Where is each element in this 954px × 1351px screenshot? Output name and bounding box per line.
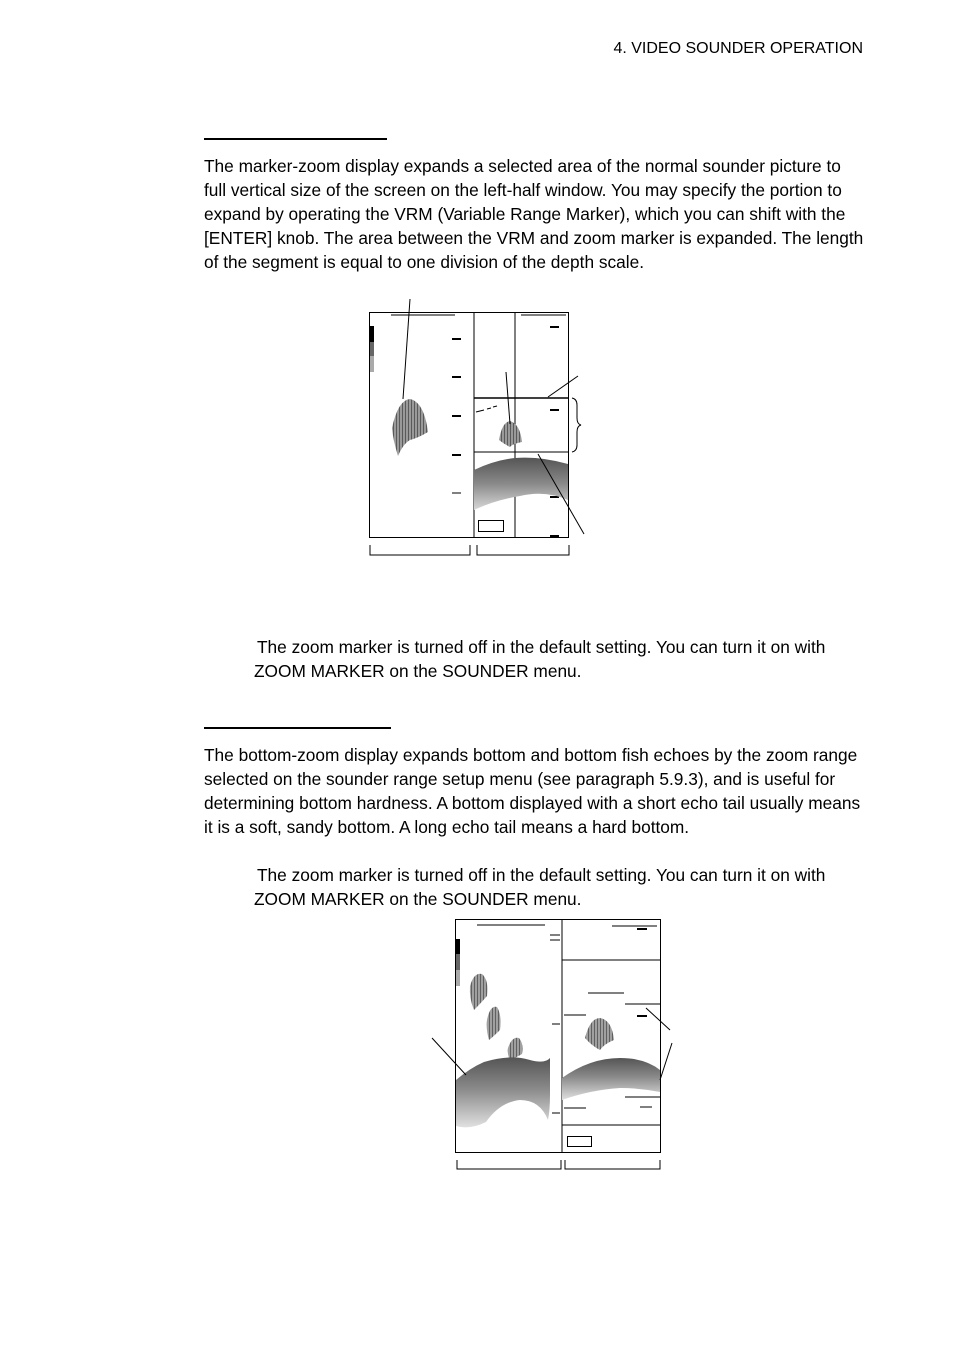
marker-zoom-note: The zoom marker is turned off in the default setting. You can turn it on with ZOOM MARKER on the SOUNDER menu. — [254, 637, 826, 681]
color-bar-light-2 — [456, 970, 460, 986]
fish-echo-2 — [487, 1007, 501, 1040]
left-window-bracket-2 — [457, 1160, 561, 1169]
right-depth-scale-2 — [637, 929, 647, 1016]
leader-zoom-marker-2 — [646, 1008, 670, 1030]
leader-bottom-zoom — [660, 1043, 672, 1080]
color-bar-dark-2 — [456, 939, 460, 954]
bottom-echo-zoom — [562, 1058, 660, 1100]
left-depth-scale-2 — [550, 935, 560, 1113]
fish-echo-1 — [470, 974, 488, 1010]
page-header: 4. VIDEO SOUNDER OPERATION — [613, 40, 863, 57]
color-bar-mid-2 — [456, 954, 460, 970]
fish-echo-3 — [508, 1038, 523, 1060]
right-window-bracket-2 — [565, 1160, 660, 1169]
bottom-zoom-note: The zoom marker is turned off in the default setting. You can turn it on with ZOOM MARKER on the SOUNDER menu. — [254, 865, 826, 909]
bottom-echo-left — [456, 1057, 550, 1127]
fish-echo-zoom — [585, 1018, 614, 1050]
leader-bottom — [432, 1038, 466, 1075]
range-box-2 — [568, 1137, 592, 1147]
bottom-zoom-paragraph: The bottom-zoom display expands bottom and bottom fish echoes by the zoom range selected on the sounder range setup menu (see paragraph 5.9.3), and is useful for determining bottom hardness. A bottom displayed with a short echo tail usually means it is a soft, sandy bottom. A long echo tail means a hard bottom. — [204, 745, 861, 837]
marker-zoom-paragraph: The marker-zoom display expands a selected area of the normal sounder picture to full vertical size of the screen on the left-half window. You may specify the portion to expand by operating the VRM (Variable Range Marker), which you can shift with the [ENTER] knob. The area between the VRM and zoom marker is expanded. The length of the segment is equal to one division of the depth scale. — [204, 156, 864, 272]
